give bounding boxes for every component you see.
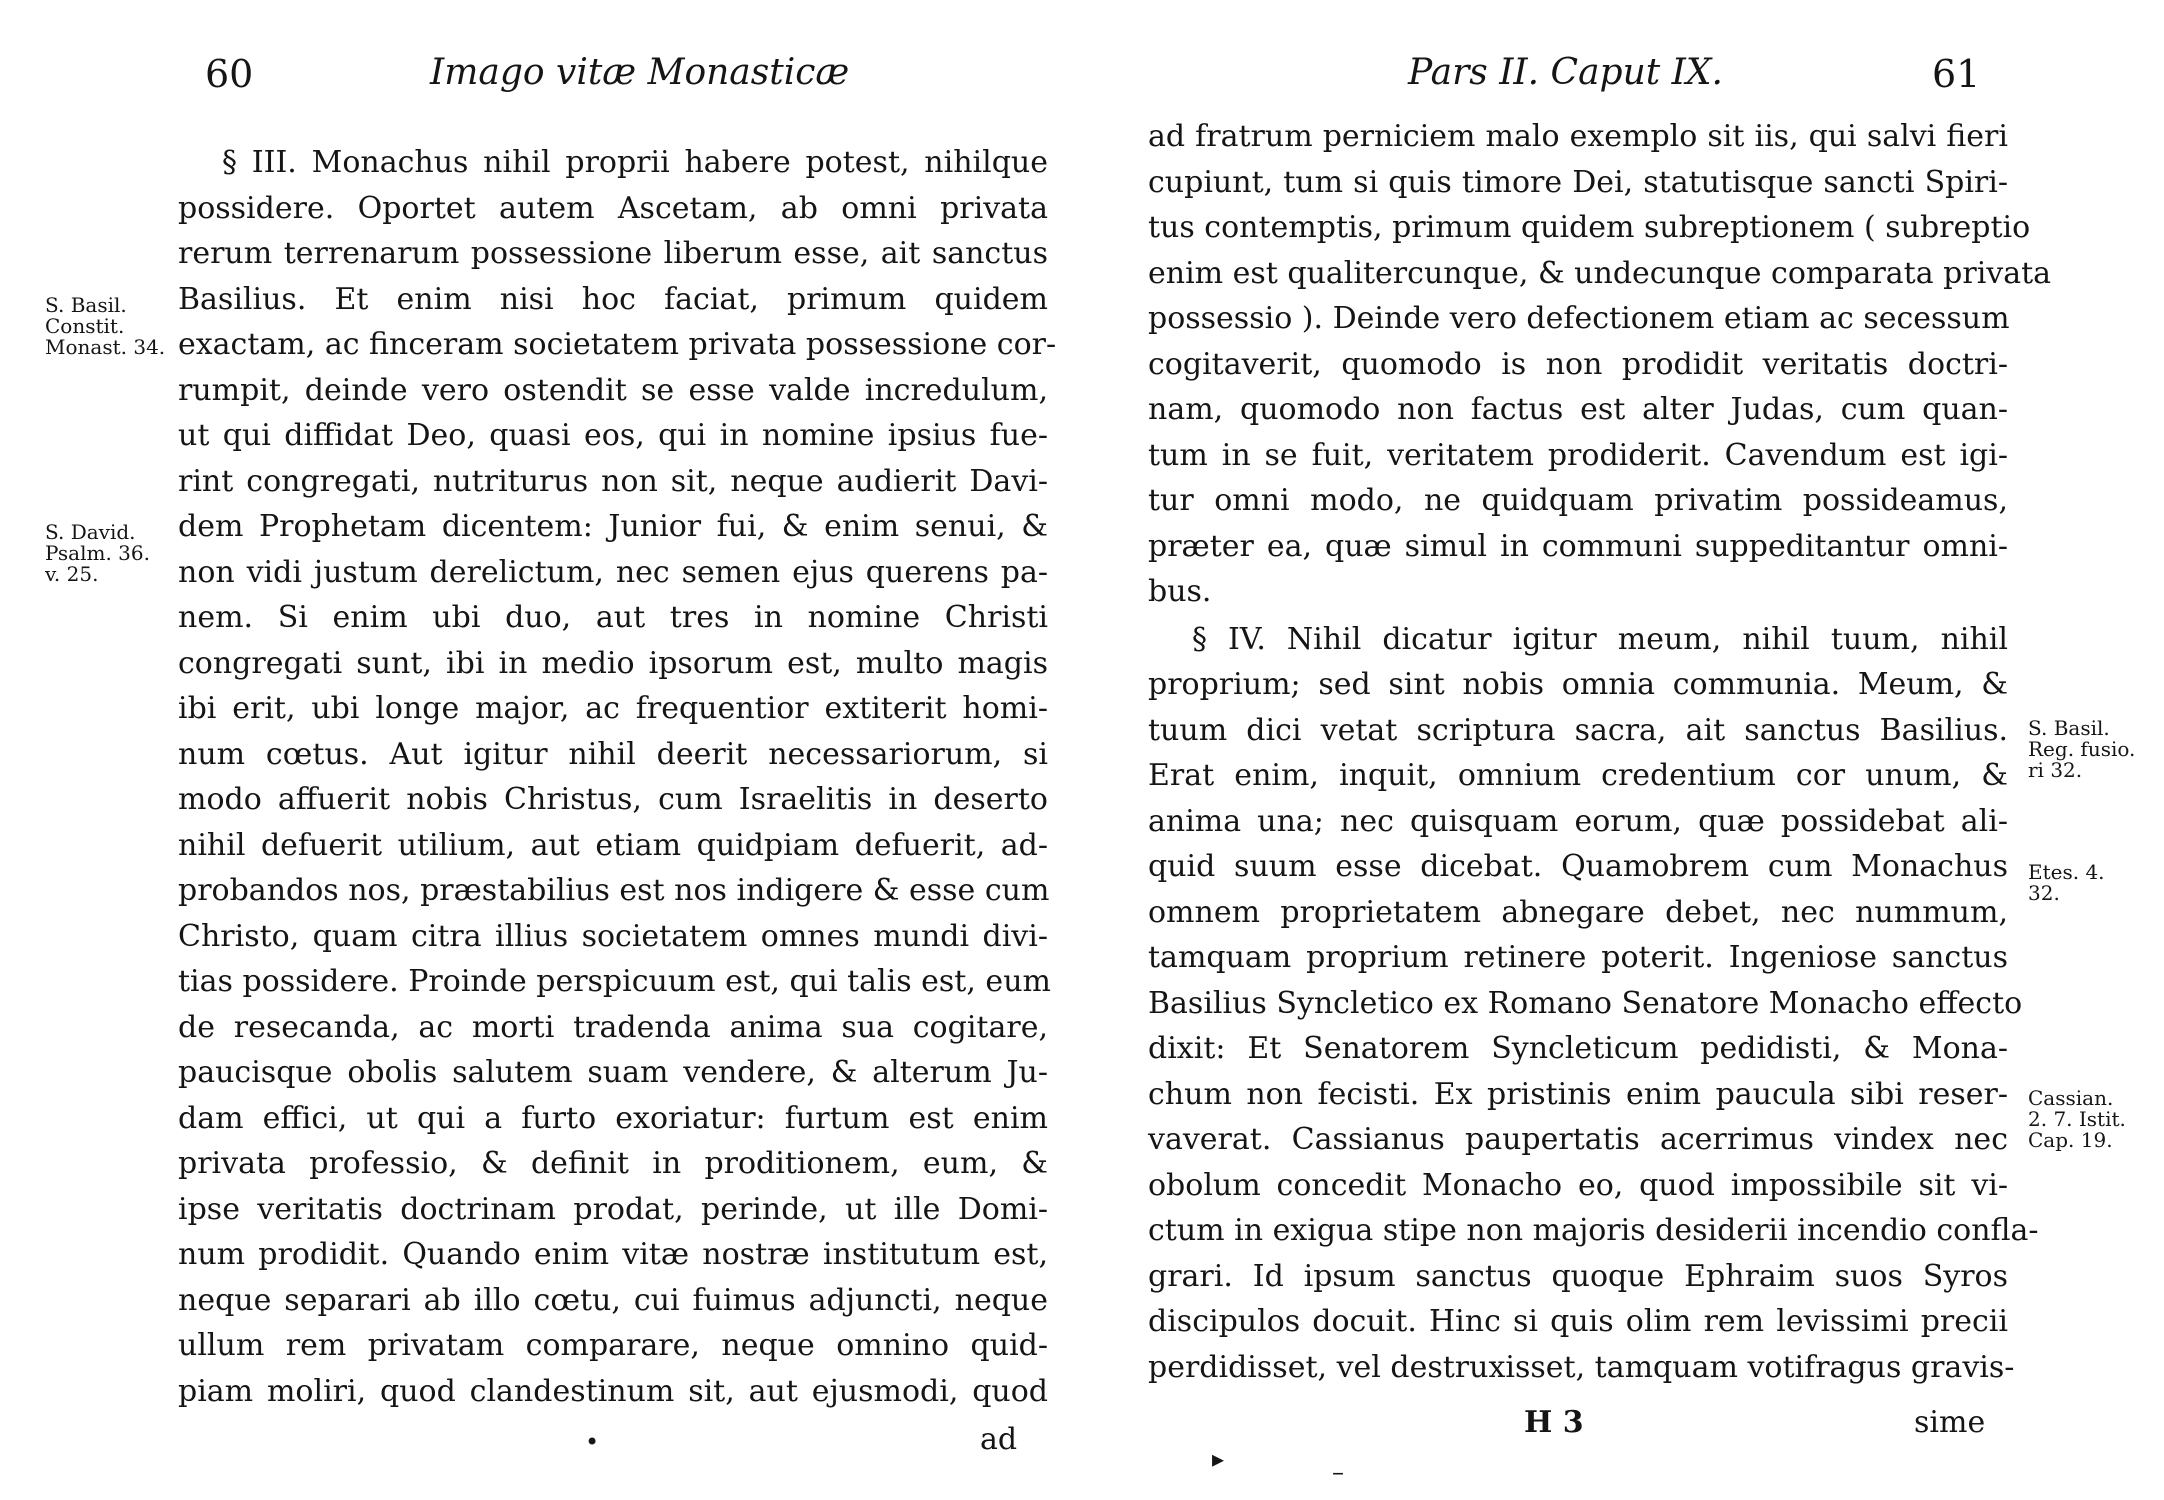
marginal-note: Etes. 4. 32.	[2028, 860, 2105, 905]
text-line: ipse veritatis doctrinam prodat, perinde, ut ille Domi-	[178, 1191, 1048, 1227]
text-line: bus.	[1148, 574, 1212, 609]
text-line: Basilius Syncletico ex Romano Senatore Monacho effecto	[1148, 985, 2023, 1021]
text-line: anima una; nec quisquam eorum, quæ possidebat ali-	[1148, 803, 2008, 839]
text-block	[178, 140, 1057, 1414]
text-line: discipulos docuit. Hinc si quis olim rem levissimi precii	[1148, 1304, 2008, 1339]
running-header: Imago vitæ Monasticæ	[430, 52, 850, 93]
text-line: rerum terrenarum possessione liberum esse, ait sanctus	[178, 236, 1048, 271]
text-line: cogitaverit, quomodo is non prodidit veritatis doctri-	[1148, 346, 2008, 382]
text-line: quid suum esse dicebat. Quamobrem cum Monachus	[1148, 849, 2008, 884]
text-line: nem. Si enim ubi duo, aut tres in nomine Christi	[178, 600, 1048, 635]
page-number: 60	[205, 52, 254, 96]
text-line: dixit: Et Senatorem Syncleticum pedidisti, & Mona-	[1148, 1031, 2008, 1066]
marginal-note: S. Basil. Reg. fusio. ri 32.	[2028, 716, 2136, 782]
text-line: tus contemptis, primum quidem subreptionem ( subreptio	[1148, 210, 2031, 245]
text-block	[1148, 114, 2052, 1390]
text-line: privata professio, & definit in proditionem, eum, &	[178, 1146, 1048, 1181]
text-line: piam moliri, quod clandestinum sit, aut ejusmodi, quod	[178, 1373, 1048, 1409]
text-line: enim est qualitercunque, & undecunque comparata privata	[1148, 255, 2052, 291]
marginal-note: S. Basil. Constit. Monast. 34.	[45, 293, 166, 359]
text-line: ut qui diffidat Deo, quasi eos, qui in nomine ipsius fue-	[178, 418, 1048, 453]
marginal-note: S. David. Psalm. 36. v. 25.	[45, 520, 150, 586]
text-line: congregati sunt, ibi in medio ipsorum est, multo magis	[178, 645, 1048, 681]
text-line: § III. Monachus nihil proprii habere potest, nihilque	[222, 145, 1048, 180]
text-line: Christo, quam citra illius societatem omnes mundi divi-	[178, 918, 1048, 954]
text-line: proprium; sed sint nobis omnia communia. Meum, &	[1148, 667, 2008, 702]
text-line: grari. Id ipsum sanctus quoque Ephraim suos Syros	[1148, 1258, 2008, 1294]
text-line: rumpit, deinde vero ostendit se esse valde incredulum,	[178, 372, 1048, 408]
text-line: chum non fecisti. Ex pristinis enim paucula sibi reser-	[1148, 1076, 2008, 1112]
right-page	[1082, 0, 2164, 1500]
catchword: sime	[1914, 1405, 1986, 1440]
text-line: exactam, ac finceram societatem privata possessione cor-	[178, 327, 1057, 362]
text-line: num prodidit. Quando enim vitæ nostræ institutum est,	[178, 1237, 1048, 1272]
signature-mark: H 3	[1524, 1405, 1584, 1440]
text-line: tuum dici vetat scriptura sacra, ait sanctus Basilius.	[1148, 712, 2008, 748]
text-line: ullum rem privatam comparare, neque omnino quid-	[178, 1328, 1048, 1363]
text-line: ad fratrum perniciem malo exemplo sit iis, qui salvi fieri	[1148, 119, 2008, 154]
text-line: § IV. Nihil dicatur igitur meum, nihil tuum, nihil	[1192, 621, 2008, 657]
text-line: omnem proprietatem abnegare debet, nec nummum,	[1148, 894, 2008, 930]
text-line: ctum in exigua stipe non majoris desiderii incendio confla-	[1148, 1213, 2039, 1248]
catchword: ad	[980, 1422, 1018, 1457]
text-line: neque separari ab illo cœtu, cui fuimus adjuncti, neque	[178, 1282, 1048, 1318]
marginal-note: Cassian. 2. 7. Istit. Cap. 19.	[2028, 1086, 2126, 1152]
ink-speck: •	[585, 1428, 600, 1456]
text-line: paucisque obolis salutem suam vendere, & alterum Ju-	[178, 1055, 1048, 1090]
page-number: 61	[1932, 52, 1981, 96]
text-line: cupiunt, tum si quis timore Dei, statutisque sancti Spiri-	[1148, 164, 2008, 200]
text-line: non vidi justum derelictum, nec semen ejus querens pa-	[178, 554, 1048, 590]
text-line: probandos nos, præstabilius est nos indigere & esse cum	[178, 873, 1050, 908]
text-line: nam, quomodo non factus est alter Judas, cum quan-	[1148, 392, 2008, 427]
text-line: dem Prophetam dicentem: Junior fui, & enim senui, &	[178, 509, 1048, 544]
text-line: obolum concedit Monacho eo, quod impossibile sit vi-	[1148, 1167, 2008, 1203]
text-line: vaverat. Cassianus paupertatis acerrimus vindex nec	[1148, 1122, 2008, 1157]
text-line: tur omni modo, ne quidquam privatim possideamus,	[1148, 483, 2008, 518]
text-line: præter ea, quæ simul in communi suppeditantur omni-	[1148, 528, 2008, 564]
text-line: de resecanda, ac morti tradenda anima sua cogitare,	[178, 1009, 1048, 1045]
text-line: perdidisset, vel destruxisset, tamquam votifragus gravis-	[1148, 1349, 2015, 1385]
text-line: possidere. Oportet autem Ascetam, ab omni privata	[178, 190, 1048, 226]
text-line: rint congregati, nutriturus non sit, neque audierit Davi-	[178, 463, 1048, 499]
running-header: Pars II. Caput IX.	[1408, 52, 1723, 93]
text-line: nihil defuerit utilium, aut etiam quidpiam defuerit, ad-	[178, 827, 1048, 863]
text-line: tias possidere. Proinde perspicuum est, qui talis est, eum	[178, 964, 1051, 999]
ink-speck: –	[1332, 1458, 1344, 1486]
text-line: num cœtus. Aut igitur nihil deerit necessariorum, si	[178, 736, 1048, 772]
text-line: Basilius. Et enim nisi hoc faciat, primum quidem	[178, 281, 1048, 317]
text-line: tamquam proprium retinere poterit. Ingeniose sanctus	[1148, 940, 2008, 975]
text-line: ibi erit, ubi longe major, ac frequentior extiterit homi-	[178, 691, 1048, 726]
text-line: dam effici, ut qui a furto exoriatur: furtum est enim	[178, 1100, 1048, 1136]
text-line: modo affuerit nobis Christus, cum Israelitis in deserto	[178, 782, 1048, 817]
text-line: Erat enim, inquit, omnium credentium cor unum, &	[1148, 758, 2008, 793]
ink-speck: ▸	[1212, 1445, 1225, 1473]
text-line: possessio ). Deinde vero defectionem etiam ac secessum	[1148, 301, 2010, 336]
text-line: tum in se fuit, veritatem prodiderit. Cavendum est igi-	[1148, 437, 2008, 473]
